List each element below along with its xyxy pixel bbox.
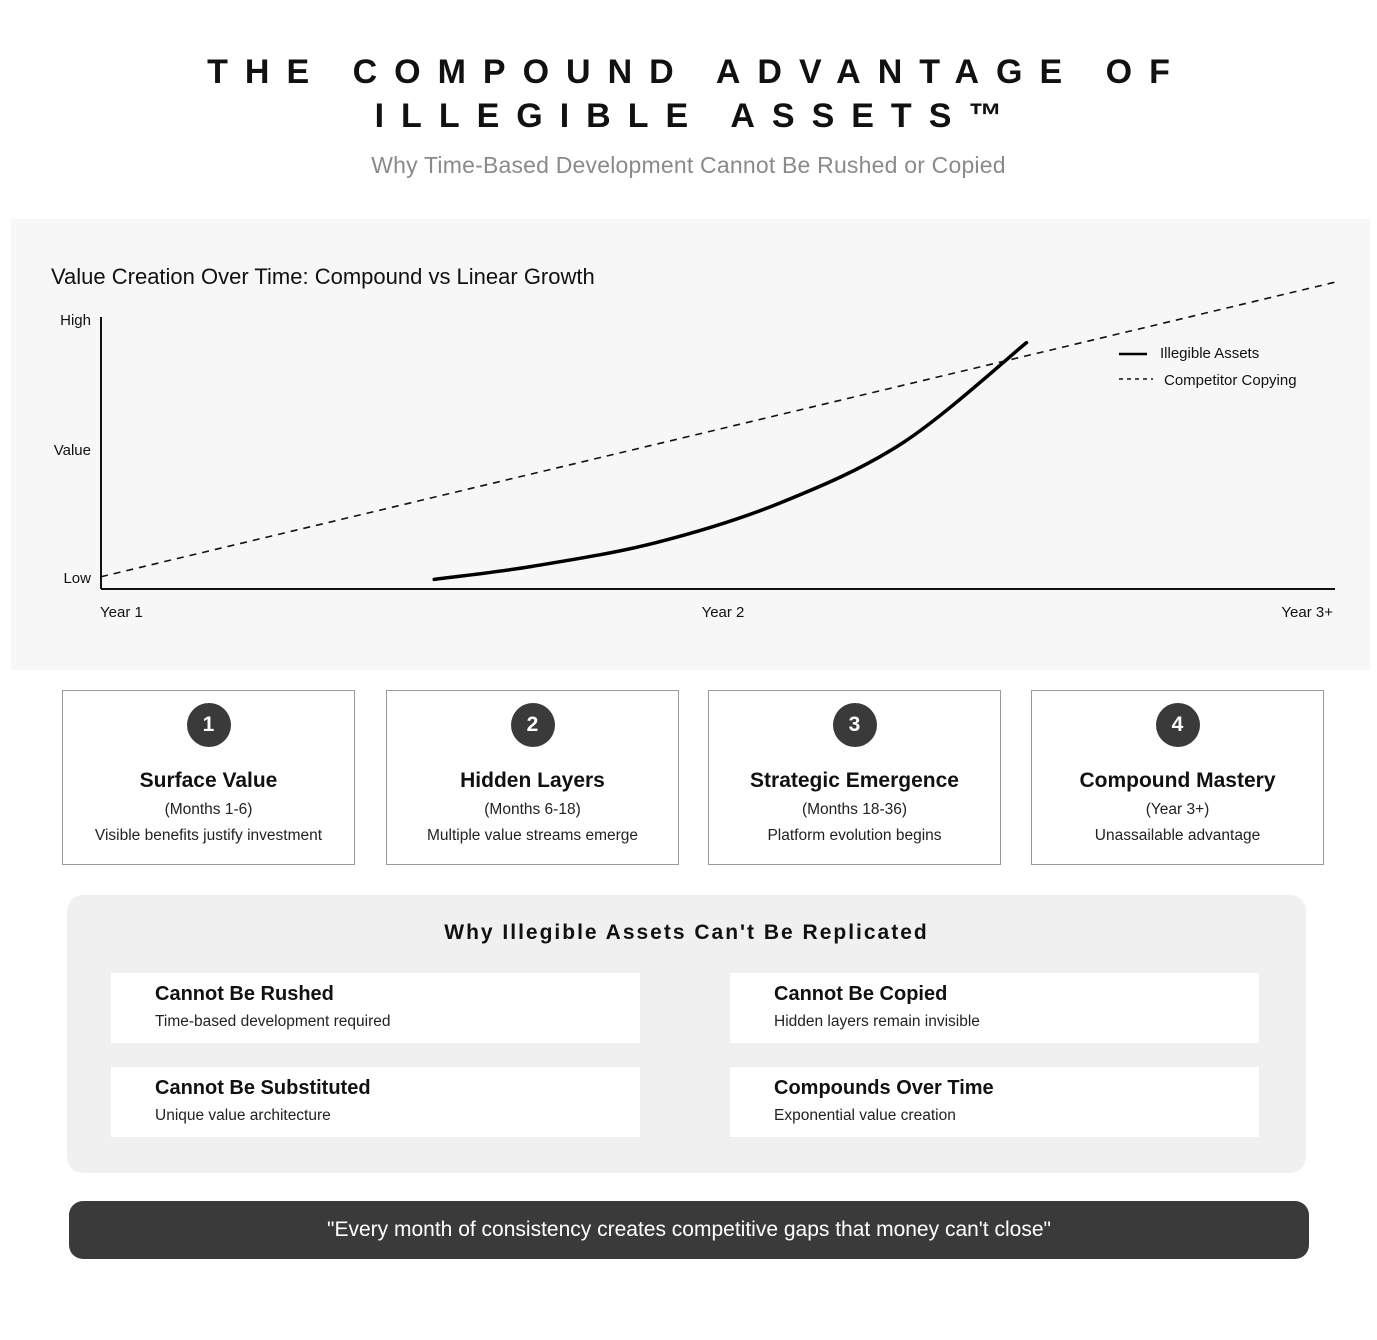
why-heading: Why Illegible Assets Can't Be Replicated: [444, 921, 929, 944]
series-line-illegible-assets: [434, 343, 1026, 580]
why-panel: [67, 895, 1306, 1173]
legend: [1119, 345, 1297, 389]
phase-card-3: [708, 690, 1001, 865]
chart-panel: [11, 219, 1370, 670]
reason-description: Exponential value creation: [774, 1107, 956, 1124]
phase-number-badge: 1: [187, 703, 231, 747]
phase-card-4: [1031, 690, 1324, 865]
quote-banner: "Every month of consistency creates competitive gaps that money can't close": [69, 1201, 1309, 1259]
phase-description: Visible benefits justify investment: [94, 827, 323, 844]
y-tick-low: Low: [63, 570, 91, 587]
phase-card-1: [62, 690, 355, 865]
title-line-1: THE COMPOUND ADVANTAGE OF: [207, 53, 1187, 91]
legend-label-competitor-copying: Competitor Copying: [1164, 372, 1297, 389]
page-title: [0, 50, 1377, 138]
y-axis-label: Value: [53, 442, 91, 459]
phase-card-2: [386, 690, 679, 865]
title-line-2: ILLEGIBLE ASSETS™: [374, 97, 1020, 135]
reason-card-compounds: [730, 1067, 1259, 1137]
reason-card-substituted: [111, 1067, 640, 1137]
series-line-competitor-copying: [101, 282, 1335, 577]
x-tick-year3: Year 3+: [1281, 604, 1333, 621]
phase-number-badge: 4: [1156, 703, 1200, 747]
phase-number-badge: 3: [833, 703, 877, 747]
y-tick-high: High: [60, 312, 91, 329]
reason-title: Cannot Be Copied: [774, 983, 948, 1005]
phase-title: Compound Mastery: [1079, 769, 1276, 792]
reason-card-rushed: [111, 973, 640, 1043]
phase-title: Strategic Emergence: [750, 769, 959, 792]
reason-title: Cannot Be Rushed: [155, 983, 334, 1005]
phase-description: Unassailable advantage: [1094, 827, 1261, 844]
phase-period: (Months 6-18): [484, 801, 581, 818]
phase-period: (Months 18-36): [801, 801, 908, 818]
phase-period: (Year 3+): [1145, 801, 1210, 818]
reason-title: Compounds Over Time: [774, 1077, 994, 1099]
reason-description: Hidden layers remain invisible: [774, 1013, 980, 1030]
phase-cards: [62, 690, 1327, 868]
x-tick-year1: Year 1: [100, 604, 143, 621]
phase-description: Multiple value streams emerge: [426, 827, 639, 844]
page-subtitle: Why Time-Based Development Cannot Be Rushed or Copied: [371, 152, 1006, 178]
legend-label-illegible-assets: Illegible Assets: [1160, 345, 1260, 362]
phase-number-badge: 2: [511, 703, 555, 747]
header: [0, 50, 1377, 179]
reason-title: Cannot Be Substituted: [155, 1077, 371, 1099]
phase-period: (Months 1-6): [164, 801, 253, 818]
chart-title: Value Creation Over Time: Compound vs Linear Growth: [51, 264, 595, 289]
x-tick-year2: Year 2: [701, 604, 745, 621]
chart-canvas: [11, 219, 1370, 670]
phase-title: Hidden Layers: [460, 769, 605, 792]
phase-description: Platform evolution begins: [767, 827, 942, 844]
phase-title: Surface Value: [139, 769, 278, 792]
reason-description: Unique value architecture: [155, 1107, 331, 1124]
reason-description: Time-based development required: [155, 1013, 391, 1030]
reason-card-copied: [730, 973, 1259, 1043]
